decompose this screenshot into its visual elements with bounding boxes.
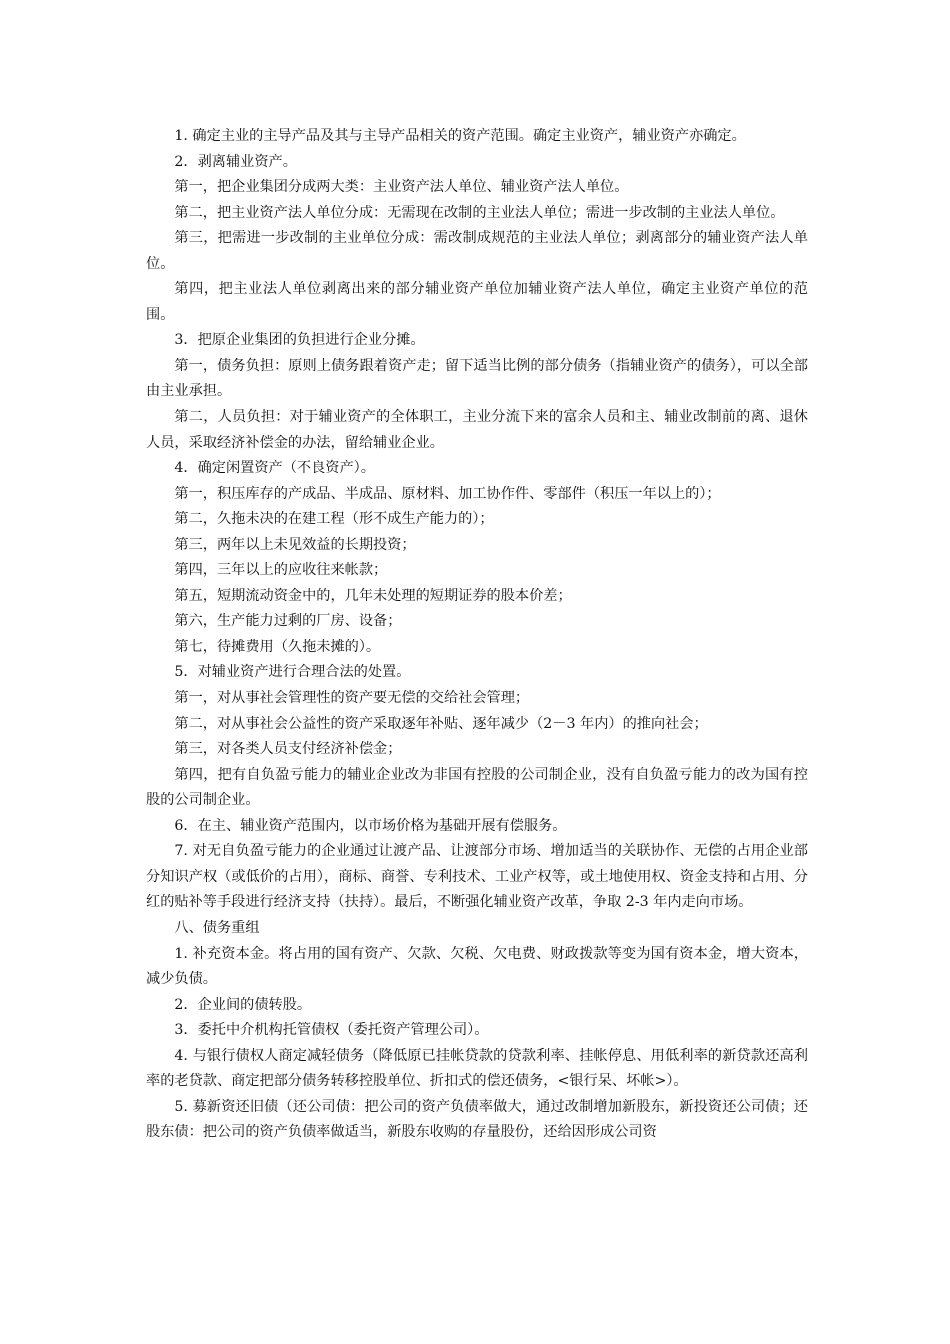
paragraph: 第一，债务负担：原则上债务跟着资产走；留下适当比例的部分债务（指辅业资产的债务），可以全部由主业承担。 bbox=[146, 357, 808, 400]
paragraph: 5. 募新资还旧债（还公司债：把公司的资产负债率做大，通过改制增加新股东，新投资还公司债；还股东债：把公司的资产负债率做适当，新股东收购的存量股份，还给因形成公司资 bbox=[146, 1098, 808, 1141]
paragraph: 第二，人员负担：对于辅业资产的全体职工，主业分流下来的富余人员和主、辅业改制前的离、退休人员，采取经济补偿金的办法，留给辅业企业。 bbox=[146, 409, 808, 451]
paragraph: 第四，把有自负盈亏能力的辅业企业改为非国有控股的公司制企业，没有自负盈亏能力的改为国有控股的公司制企业。 bbox=[146, 766, 808, 809]
paragraph: 第一，对从事社会管理性的资产要无偿的交给社会管理； bbox=[174, 690, 530, 707]
document-body bbox=[146, 124, 808, 1146]
paragraph: 第四，把主业法人单位剥离出来的部分辅业资产单位加辅业资产法人单位，确定主业资产单位的范围。 bbox=[146, 281, 808, 323]
paragraph: 1. 确定主业的主导产品及其与主导产品相关的资产范围。确定主业资产，辅业资产亦确定。 bbox=[174, 128, 746, 144]
section-heading: 八、债务重组 bbox=[174, 919, 260, 936]
paragraph: 3．委托中介机构托管债权（委托资产管理公司）。 bbox=[174, 1022, 489, 1039]
paragraph: 2．剥离辅业资产。 bbox=[174, 153, 297, 170]
paragraph: 第一，把企业集团分成两大类：主业资产法人单位、辅业资产法人单位。 bbox=[174, 179, 629, 196]
paragraph: 第五，短期流动资金中的，几年未处理的短期证券的股本价差； bbox=[174, 587, 572, 604]
paragraph: 第二，久拖未决的在建工程（形不成生产能力的）； bbox=[174, 511, 494, 528]
paragraph: 第三，两年以上未见效益的长期投资； bbox=[174, 536, 416, 553]
paragraph: 第二，把主业资产法人单位分成：无需现在改制的主业法人单位；需进一步改制的主业法人单位。 bbox=[174, 204, 785, 221]
paragraph: 第六，生产能力过剩的厂房、设备； bbox=[174, 613, 402, 630]
paragraph: 第三，对各类人员支付经济补偿金； bbox=[174, 741, 402, 758]
paragraph: 6．在主、辅业资产范围内，以市场价格为基础开展有偿服务。 bbox=[174, 817, 567, 834]
paragraph: 5．对辅业资产进行合理合法的处置。 bbox=[174, 664, 411, 681]
paragraph: 1. 补充资本金。将占用的国有资产、欠款、欠税、欠电费、财政拨款等变为国有资本金，增大资本，减少负债。 bbox=[146, 945, 808, 988]
paragraph: 7. 对无自负盈亏能力的企业通过让渡产品、让渡部分市场、增加适当的关联协作、无偿的占用企业部分知识产权（或低价的占用），商标、商誉、专利技术、工业产权等，或土地使用权、资金支持和占用、分红的贴补等手段进行经济支持（扶持）。最后，不断强化辅业资产改革，争取 2-3 年内走向市场。 bbox=[146, 843, 808, 911]
paragraph: 第一，积压库存的产成品、半成品、原材料、加工协作件、零部件（积压一年以上的）； bbox=[174, 485, 721, 502]
paragraph: 3．把原企业集团的负担进行企业分摊。 bbox=[174, 332, 425, 349]
paragraph: 第七，待摊费用（久拖未摊的）。 bbox=[174, 638, 381, 655]
paragraph: 4．确定闲置资产（不良资产）。 bbox=[174, 460, 375, 477]
paragraph: 第三，把需进一步改制的主业单位分成：需改制成规范的主业法人单位；剥离部分的辅业资产法人单位。 bbox=[146, 230, 808, 272]
paragraph: 2．企业间的债转股。 bbox=[174, 996, 312, 1013]
paragraph: 4. 与银行债权人商定减轻债务（降低原已挂帐贷款的贷款利率、挂帐停息、用低利率的新贷款还高利率的老贷款、商定把部分债务转移控股单位、折扣式的偿还债务，<银行呆、坏帐>）。 bbox=[146, 1047, 808, 1090]
paragraph: 第二，对从事社会公益性的资产采取逐年补贴、逐年减少（2－3 年内）的推向社会； bbox=[174, 715, 708, 732]
paragraph: 第四，三年以上的应收往来帐款； bbox=[174, 562, 388, 579]
